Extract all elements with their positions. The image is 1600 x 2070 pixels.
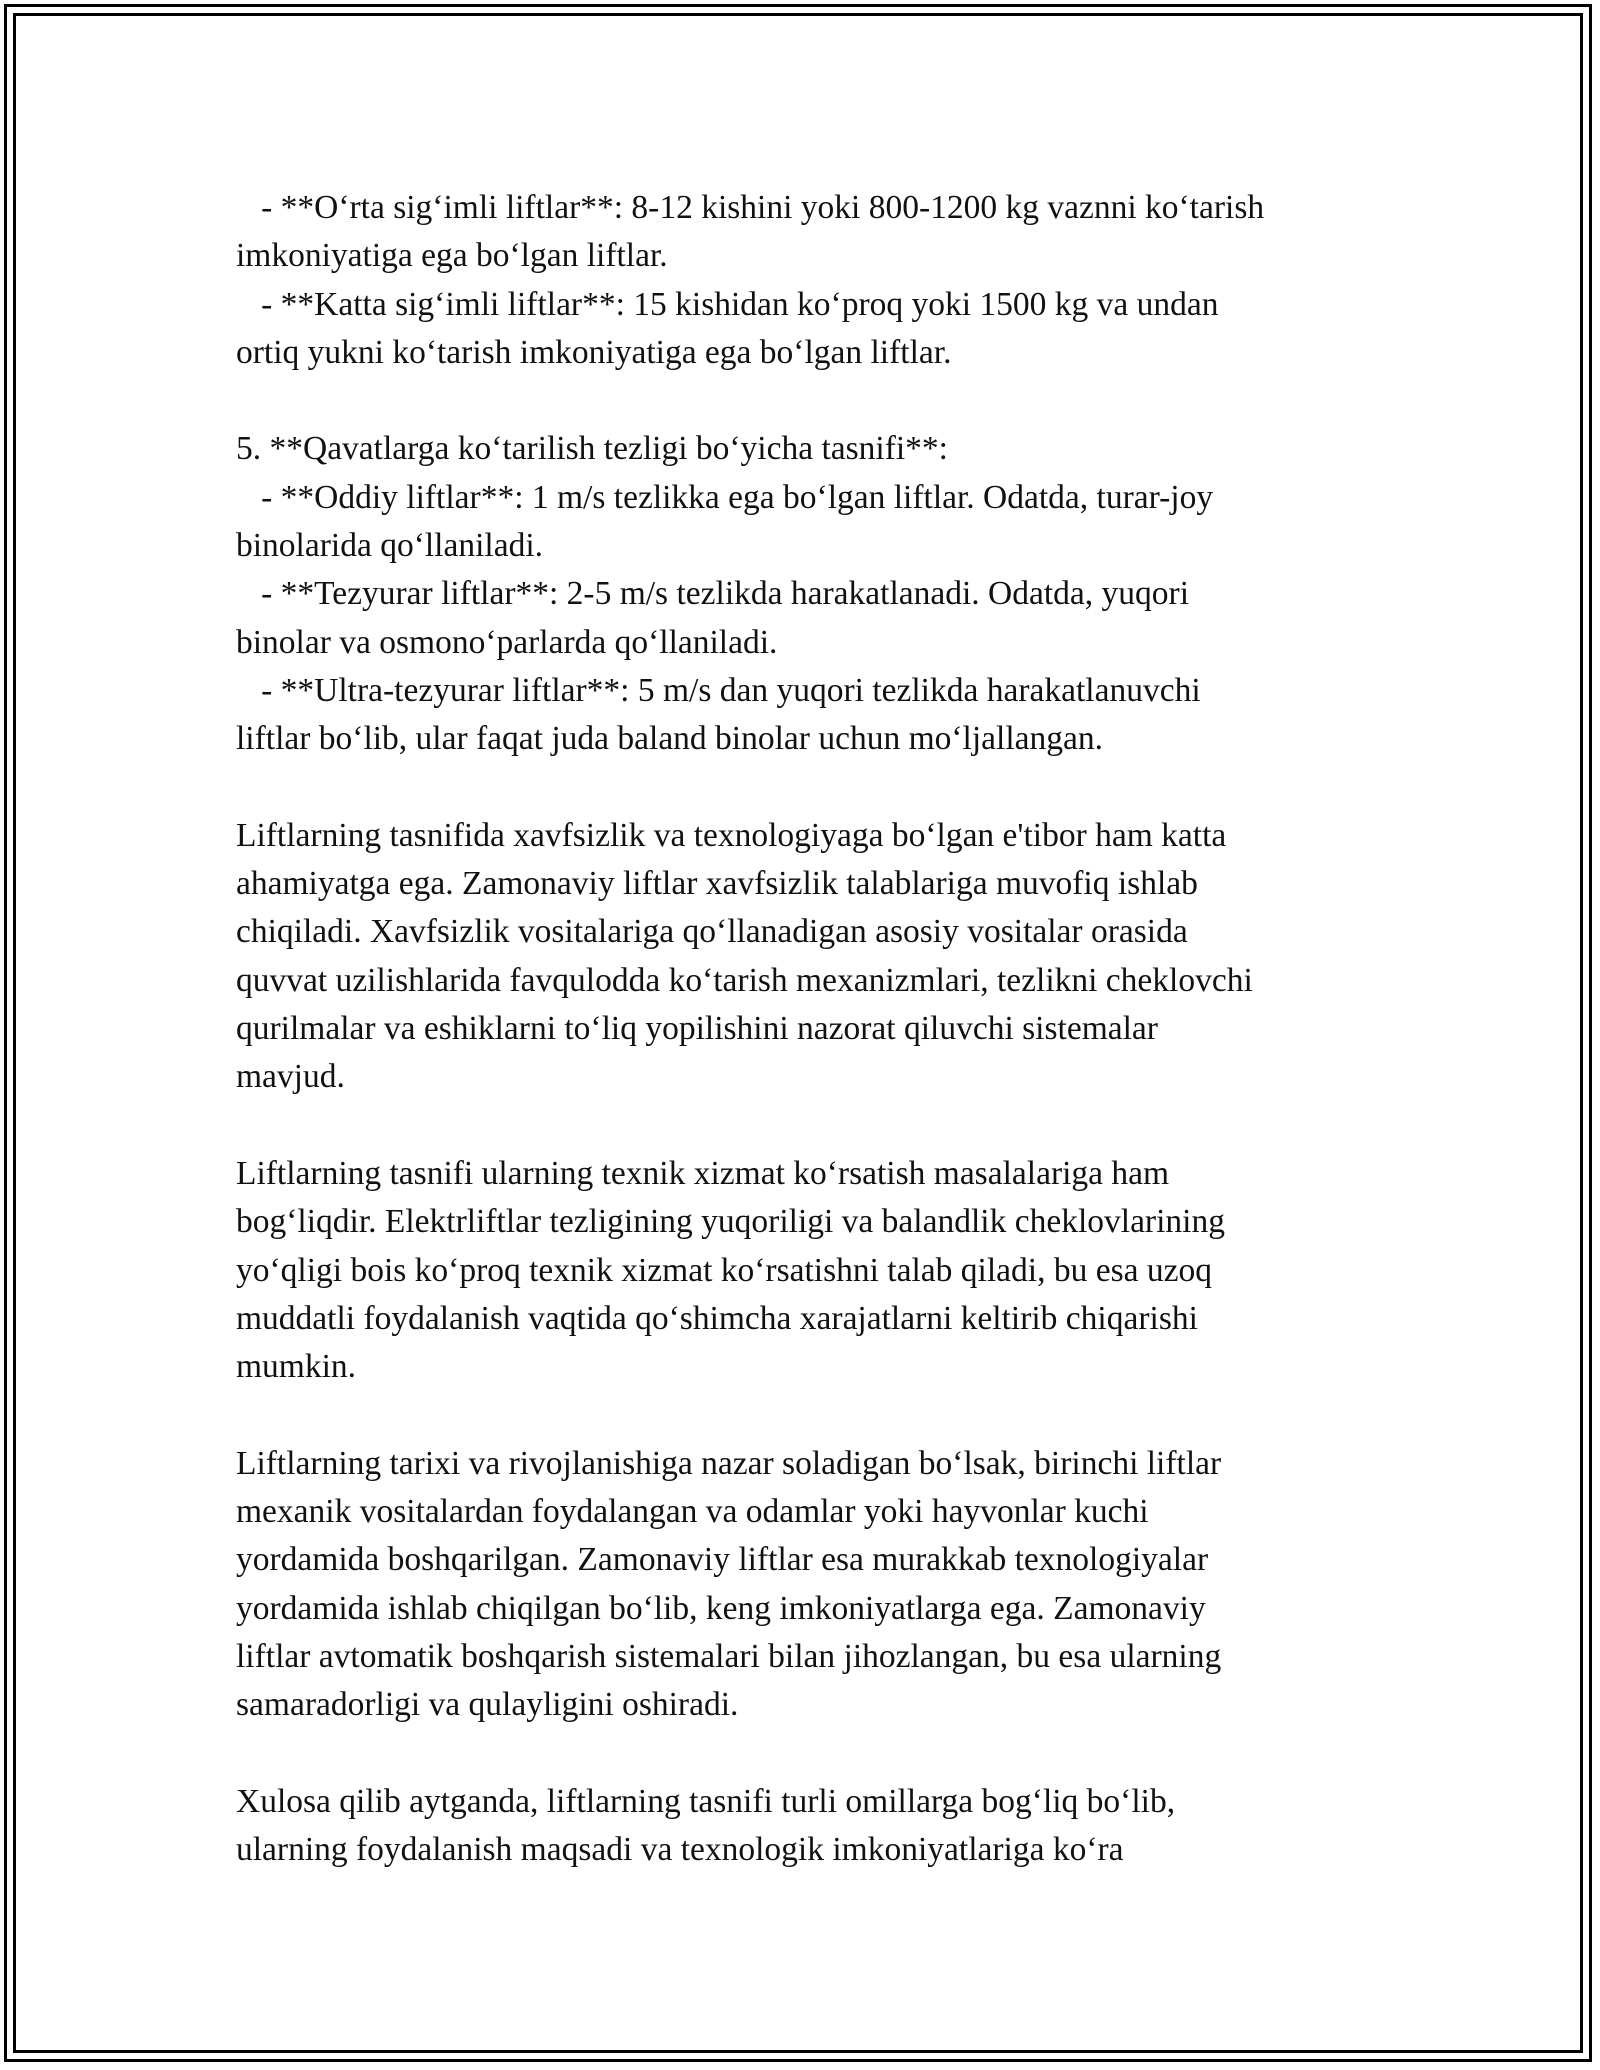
text-line: yordamida boshqarilgan. Zamonaviy liftlar esa murakkab texnologiyalar (236, 1541, 1209, 1579)
text-line: Liftlarning tasnifi ularning texnik xizmat ko‘rsatish masalalariga ham (236, 1154, 1170, 1192)
paragraph-gap (236, 377, 1366, 425)
text-line: mexanik vositalardan foydalangan va odamlar yoki hayvonlar kuchi (236, 1493, 1149, 1531)
text-line: binolarida qo‘llaniladi. (236, 527, 543, 565)
text-line: binolar va osmono‘parlarda qo‘llaniladi. (236, 623, 778, 661)
document-body (236, 184, 1366, 1874)
text-line: Xulosa qilib aytganda, liftlarning tasnifi turli omillarga bog‘liq bo‘lib, (236, 1782, 1176, 1820)
paragraph-gap (236, 764, 1366, 812)
text-line: ularning foydalanish maqsadi va texnologik imkoniyatlariga ko‘ra (236, 1831, 1124, 1869)
text-line: - **Oddiy liftlar**: 1 m/s tezlikka ega bo‘lgan liftlar. Odatda, turar-joy (236, 478, 1214, 516)
text-line: yo‘qligi bois ko‘proq texnik xizmat ko‘rsatishni talab qiladi, bu esa uzoq (236, 1251, 1212, 1289)
paragraph-gap (236, 1730, 1366, 1778)
text-line: muddatli foydalanish vaqtida qo‘shimcha xarajatlarni keltirib chiqarishi (236, 1299, 1198, 1337)
text-line: Liftlarning tarixi va rivojlanishiga nazar soladigan bo‘lsak, birinchi liftlar (236, 1444, 1222, 1482)
text-line: mavjud. (236, 1058, 345, 1096)
text-line: yordamida ishlab chiqilgan bo‘lib, keng imkoniyatlarga ega. Zamonaviy (236, 1589, 1206, 1627)
text-line: qurilmalar va eshiklarni to‘liq yopilishini nazorat qiluvchi sistemalar (236, 1010, 1158, 1048)
text-line: bog‘liqdir. Elektrliftlar tezligining yuqoriligi va balandlik cheklovlarining (236, 1203, 1225, 1241)
text-line: - **Ultra-tezyurar liftlar**: 5 m/s dan yuqori tezlikda harakatlanuvchi (236, 671, 1201, 709)
text-line: imkoniyatiga ega bo‘lgan liftlar. (236, 237, 668, 275)
text-line: 5. **Qavatlarga ko‘tarilish tezligi bo‘yicha tasnifi**: (236, 430, 948, 468)
text-line: liftlar bo‘lib, ular faqat juda baland binolar uchun mo‘ljallangan. (236, 720, 1103, 758)
text-line: liftlar avtomatik boshqarish sistemalari bilan jihozlangan, bu esa ularning (236, 1637, 1222, 1675)
text-line: quvvat uzilishlarida favqulodda ko‘tarish mexanizmlari, tezlikni cheklovchi (236, 961, 1253, 999)
text-line: - **Tezyurar liftlar**: 2-5 m/s tezlikda harakatlanadi. Odatda, yuqori (236, 575, 1189, 613)
paragraph-gap (236, 1391, 1366, 1439)
text-line: Liftlarning tasnifida xavfsizlik va texnologiyaga bo‘lgan e'tibor ham katta (236, 816, 1227, 854)
text-line: - **O‘rta sig‘imli liftlar**: 8-12 kishini yoki 800-1200 kg vaznni ko‘tarish (236, 189, 1265, 226)
text-line: ortiq yukni ko‘tarish imkoniyatiga ega bo‘lgan liftlar. (236, 333, 952, 371)
text-line: samaradorligi va qulayligini oshiradi. (236, 1686, 739, 1724)
paragraph-gap (236, 1102, 1366, 1150)
text-line: ahamiyatga ega. Zamonaviy liftlar xavfsizlik talablariga muvofiq ishlab (236, 865, 1198, 903)
text-line: mumkin. (236, 1348, 357, 1386)
text-line: chiqiladi. Xavfsizlik vositalariga qo‘llanadigan asosiy vositalar orasida (236, 913, 1188, 951)
text-line: - **Katta sig‘imli liftlar**: 15 kishidan ko‘proq yoki 1500 kg va undan (236, 285, 1219, 323)
